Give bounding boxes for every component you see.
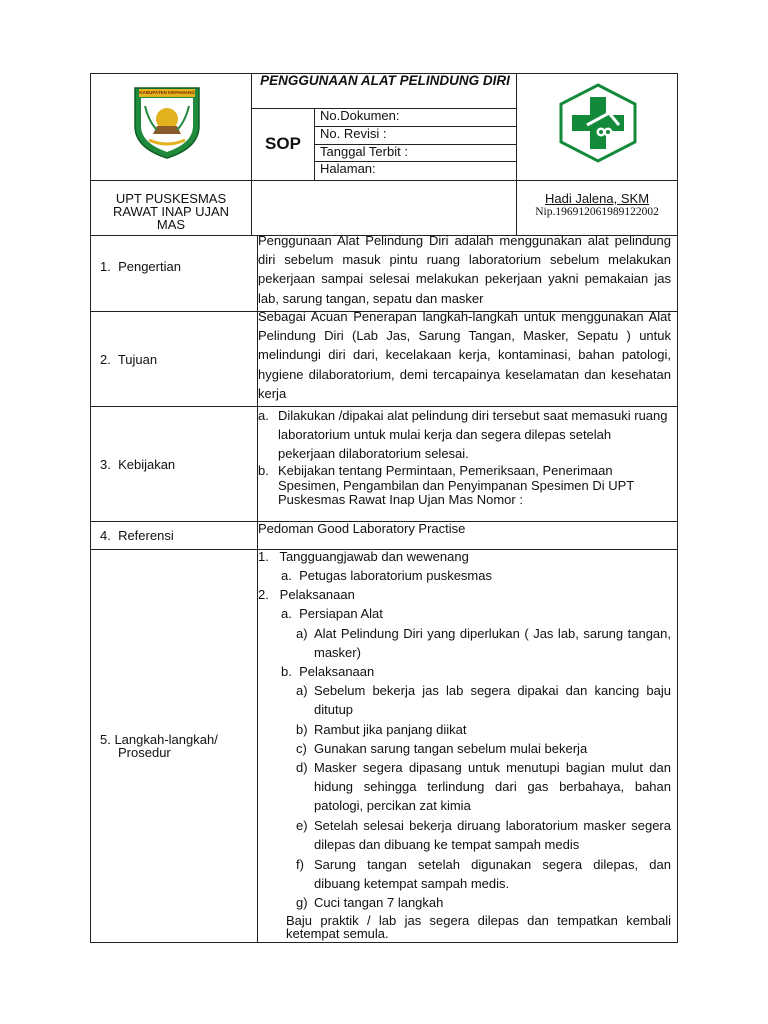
- logo-caption: KABUPATEN KEPAHIANG: [139, 90, 195, 95]
- organization-name: UPT PUSKESMAS RAWAT INAP UJAN MAS: [112, 191, 230, 232]
- prosedur-step-2a: a. Persiapan Alat: [281, 606, 383, 621]
- list-text: Cuci tangan 7 langkah: [314, 895, 444, 910]
- section-text-referensi: Pedoman Good Laboratory Practise: [258, 521, 466, 536]
- list-text: Dilakukan /dipakai alat pelindung diri tersebut saat memasuki ruang laboratorium untuk mulai kerja dan segera dilepas setelah pekerjaan dilaboratorium selesai.: [278, 408, 668, 462]
- prosedur-step-2a-a: [296, 624, 671, 662]
- list-marker: d): [296, 760, 308, 775]
- list-text: Sarung tangan setelah digunakan segera dilepas, dan dibuang ketempat sampah medis.: [314, 857, 671, 892]
- list-marker: a): [296, 683, 308, 698]
- kabupaten-logo: [129, 82, 205, 160]
- signer-nip: Nip.196912061989122002: [535, 206, 659, 218]
- list-marker: b.: [258, 463, 269, 478]
- doc-field-halaman: Halaman:: [320, 161, 376, 176]
- list-text: Gunakan sarung tangan sebelum mulai bekerja: [314, 741, 588, 756]
- prosedur-closing: Baju praktik / lab jas segera dilepas dan tempatkan kembali ketempat semula.: [286, 913, 671, 941]
- doc-field-no-revisi: No. Revisi :: [320, 126, 387, 141]
- prosedur-item-f: [296, 855, 671, 893]
- prosedur-step-1a: a. Petugas laboratorium puskesmas: [281, 568, 492, 583]
- prosedur-item-c: [296, 739, 671, 758]
- signer-name: Hadi Jalena, SKM: [544, 191, 650, 206]
- list-marker: e): [296, 818, 308, 833]
- prosedur-step-2: 2. Pelaksanaan: [258, 587, 355, 602]
- section-label-kebijakan: 3. Kebijakan: [100, 457, 176, 472]
- section-label-tujuan: 2. Tujuan: [100, 352, 158, 367]
- prosedur-item-a: [296, 681, 671, 719]
- list-text: Kebijakan tentang Permintaan, Pemeriksaan, Penerimaan Spesimen, Pengambilan dan Penyimpanan Spesimen Di UPT Puskesmas Rawat Inap Ujan Mas Nomor :: [278, 463, 635, 507]
- list-marker: a): [296, 626, 308, 641]
- prosedur-step-2b: b. Pelaksanaan: [281, 664, 375, 679]
- kebijakan-item-b: [258, 464, 671, 508]
- list-marker: c): [296, 741, 307, 756]
- section-label-pengertian: 1. Pengertian: [100, 259, 181, 274]
- section-text-tujuan: Sebagai Acuan Penerapan langkah-langkah untuk menggunakan Alat Pelindung Diri (Lab Jas, Sarung Tangan, Masker, Sepatu ) untuk melindungi diri dari, kecelakaan kerja, kontaminasi, bahan patologi, hygiene dilaboratorium, demi tercapainya keselamatan dan kesehatan kerja: [258, 309, 671, 401]
- doc-field-tanggal-terbit: Tanggal Terbit :: [320, 144, 408, 159]
- prosedur-item-b: [296, 720, 671, 739]
- prosedur-item-d: [296, 758, 671, 816]
- document-title: PENGGUNAAN ALAT PELINDUNG DIRI: [260, 73, 510, 88]
- list-text: Setelah selesai bekerja diruang laboratorium masker segera dilepas dan dibuang ke tempat sampah medis: [314, 818, 671, 853]
- section-label-prosedur: 5. Langkah-langkah/ Prosedur: [100, 732, 218, 760]
- section-text-pengertian: Penggunaan Alat Pelindung Diri adalah menggunakan alat pelindung diri sebelum masuk pintu ruang laboratorium sebelum melakukan pekerjaan sampai selesai melakukan pekerjaan yakni pemakaian jas lab, sarung tangan, sepatu dan masker: [258, 233, 671, 306]
- list-text: Masker segera dipasang untuk menutupi bagian mulut dan hidung sehingga terlindung dari gas berbahaya, bahan patologi, percikan zat kimia: [314, 760, 671, 814]
- list-marker: b): [296, 722, 308, 737]
- prosedur-step-1: 1. Tangguangjawab dan wewenang: [258, 549, 469, 564]
- section-label-referensi: 4. Referensi: [100, 528, 174, 543]
- list-text: Alat Pelindung Diri yang diperlukan ( Jas lab, sarung tangan, masker): [314, 626, 671, 661]
- doc-field-no-dokumen: No.Dokumen:: [320, 108, 400, 123]
- list-marker: f): [296, 857, 304, 872]
- list-marker: a.: [258, 408, 269, 423]
- sop-label: SOP: [265, 134, 301, 153]
- list-text: Sebelum bekerja jas lab segera dipakai dan kancing baju ditutup: [314, 683, 671, 718]
- kebijakan-item-a: [258, 406, 671, 464]
- list-marker: g): [296, 895, 308, 910]
- puskesmas-logo: [557, 83, 639, 163]
- prosedur-item-e: [296, 816, 671, 854]
- prosedur-item-g: [296, 893, 671, 912]
- list-text: Rambut jika panjang diikat: [314, 722, 467, 737]
